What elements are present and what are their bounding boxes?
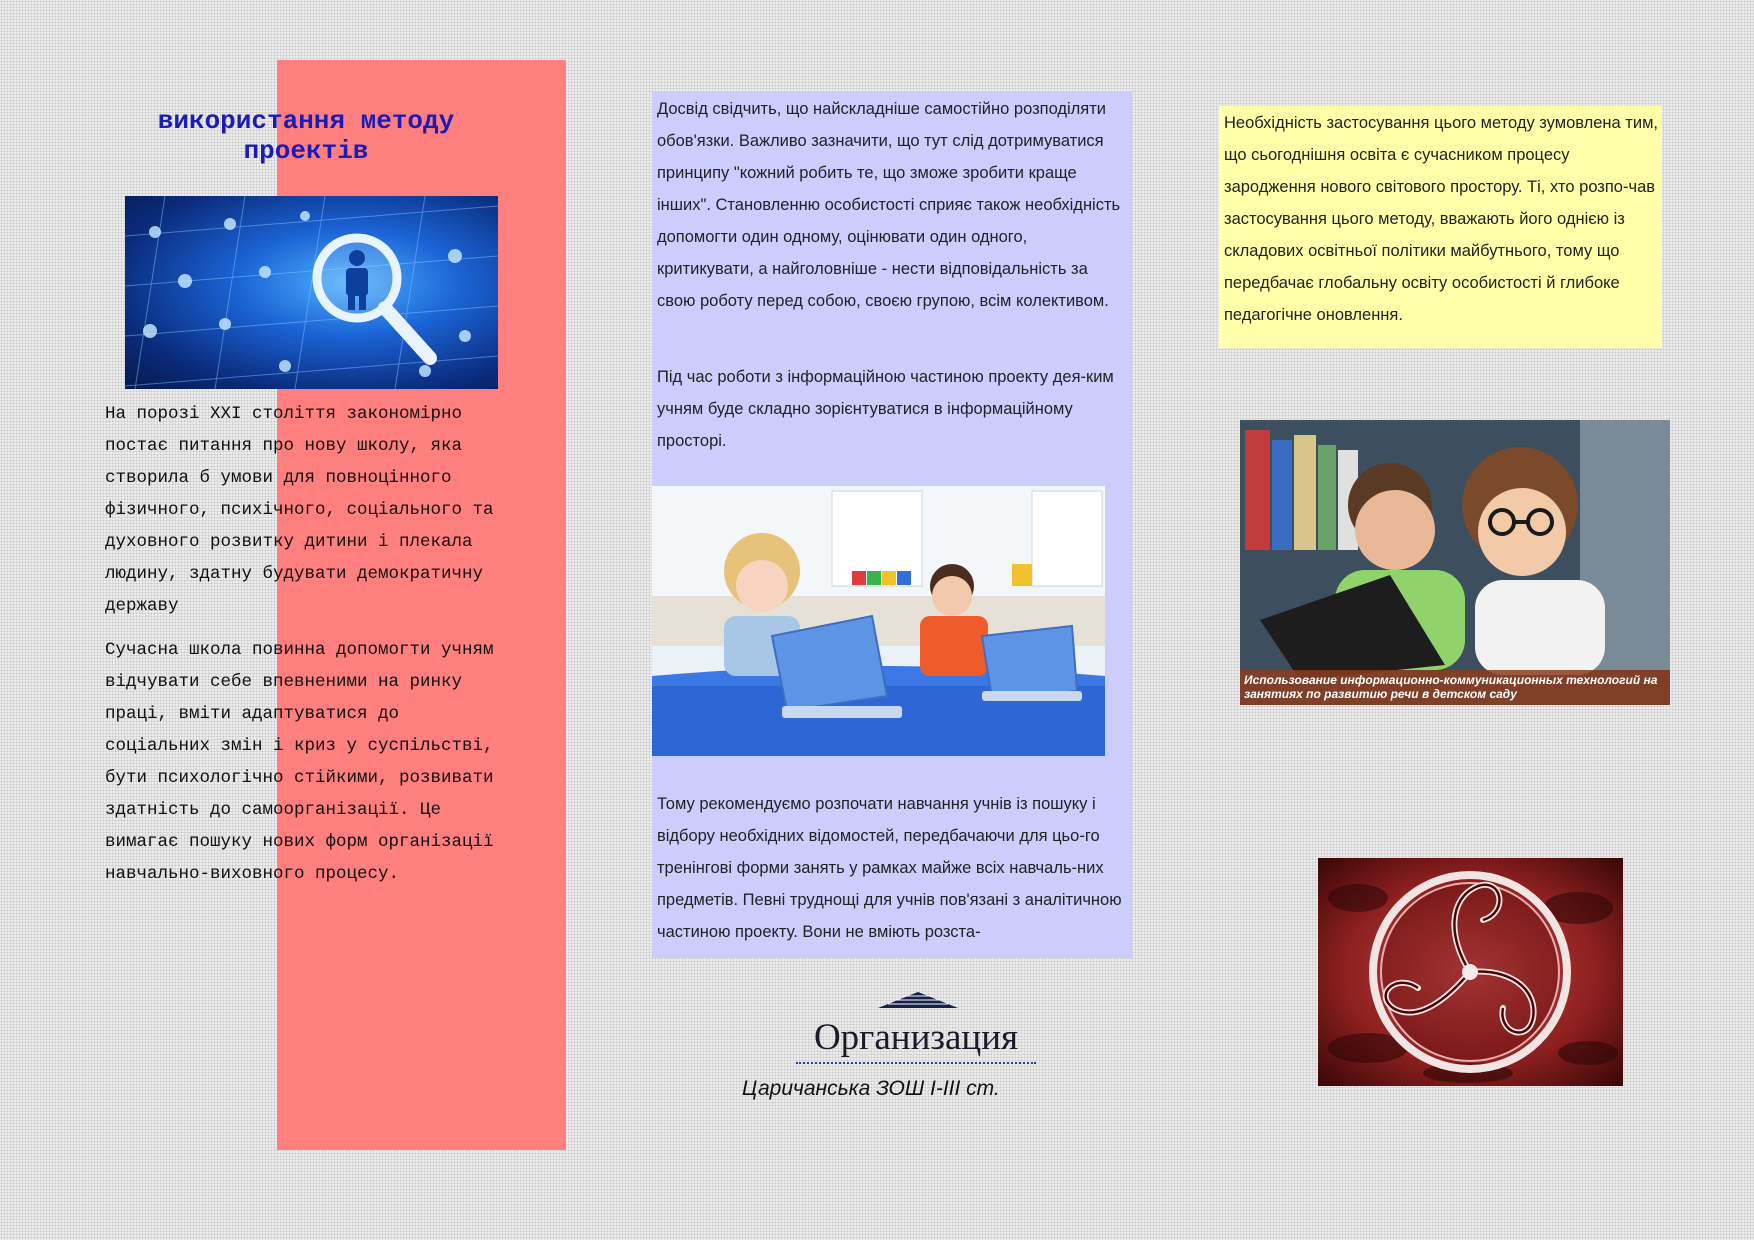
children-laptops-illustration — [652, 486, 1105, 756]
intro-paragraph: На порозі XXI століття закономірно постає питання про нову школу, яка створила б умови для повноцінного фізичного, психічного, соціального та духовного розвитку дитини і плекала людину, здатну будувати демократичну державу — [105, 404, 494, 616]
modern-school-paragraph: Сучасна школа повинна допомогти учням відчувати себе впевненими на ринку праці, вміти адаптуватися до соціальних змін і криз у суспільстві, бути психологічно стійкими, розвивати здатність до самоорганізації. Це вимагає пошуку нових форм організації навчально-виховного процесу. — [105, 640, 494, 884]
method-necessity-paragraph: Необхідність застосування цього методу зумовлена тим, що сьогоднішня освіта є сучасником процесу зародження нового світового простору. Ті, хто розпо-чав застосування цього методу, вважають його однією із складових освітньої політики майбутнього, тому що передбачає глобальну освіту особистості й глибоке педагогічне оновлення. — [1224, 114, 1659, 324]
school-name: Царичанська ЗОШ І-ІІІ ст. — [742, 1077, 1000, 1100]
triskele-emblem-image — [1318, 858, 1623, 1086]
triskele-emblem-illustration — [1318, 858, 1623, 1086]
organization-label: Организация — [796, 1016, 1036, 1064]
organization-logo-icon — [878, 990, 958, 1010]
information-part-paragraph: Під час роботи з інформаційною частиною проекту дея-ким учням буде складно зорієнтуватися в інформаційному просторі. — [657, 368, 1114, 450]
children-tablet-illustration — [1240, 420, 1670, 705]
magnifier-network-image — [125, 196, 498, 389]
experience-paragraph: Досвід свідчить, що найскладніше самостійно розподіляти обов'язки. Важливо зазначити, що тут слід дотримуватися принципу "кожний робить те, що зможе зробити краще інших". Становленню особистості сприяє також необхідність допомогти один одному, оцінювати один одного, критикувати, а найголовніше - нести відповідальність за свою роботу перед собою, своєю групою, всім колективом. — [657, 100, 1121, 310]
tablet-photo-caption: Использование информационно-коммуникационных технологий на занятиях по развитию речи в детском саду — [1240, 670, 1670, 705]
magnifier-network-illustration — [125, 196, 498, 389]
children-tablet-photo — [1240, 420, 1670, 705]
children-laptops-photo — [652, 486, 1105, 756]
brochure-title: використання методу проектів — [157, 106, 455, 166]
recommendation-paragraph: Тому рекомендуємо розпочати навчання учнів із пошуку і відбору необхідних відомостей, передбачаючи для цьо-го тренінгові форми занять у рамках майже всіх навчаль-них предметів. Певні труднощі для учнів пов'язані з аналітичною частиною проекту. Вони не вміють розста- — [657, 795, 1122, 941]
